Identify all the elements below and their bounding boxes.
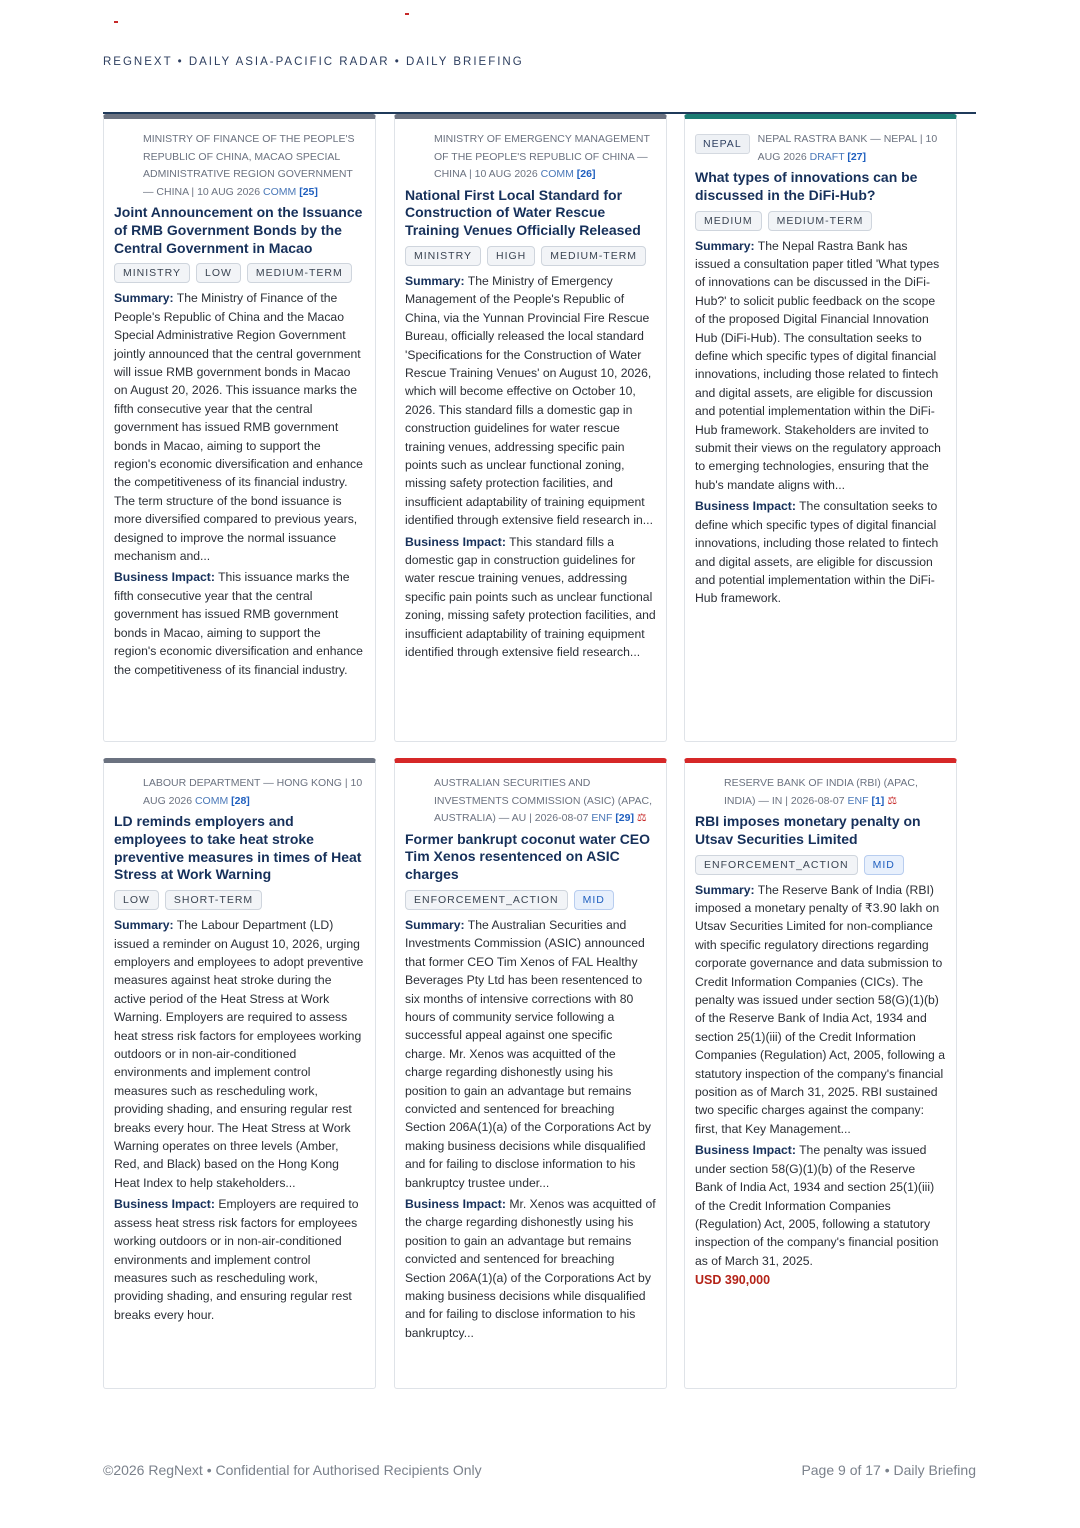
card-meta — [114, 131, 365, 201]
card-impact — [114, 568, 365, 678]
card-summary — [405, 916, 656, 1192]
card-source-type: DRAFT — [809, 150, 845, 163]
card-source-type: ENF — [591, 812, 613, 824]
card-impact — [405, 1195, 656, 1342]
summary-text: The Australian Securities and Investments Commission (ASIC) announced that former CEO Tim Xenos of FAL Healthy Beverages Pty Ltd has been resentenced to six months of intensive corrections with 80 hours of community service following a successful appeal against one specific charge. Mr. Xenos was acquitted of the charge regarding dishonestly using his position to gain an advantage but remains convicted and sentenced for breaching Section 206A(1)(a) of the Corporations Act by making business decisions while disqualified and for failing to disclose information to his bankruptcy trustee under... — [405, 917, 651, 1190]
card-title: What types of innovations can be discussed in the DiFi-Hub? — [695, 169, 918, 203]
header-separator: • — [394, 56, 401, 68]
card-title: National First Local Standard for Construction of Water Rescue Training Venues Officially Released — [405, 186, 641, 239]
tag-chip: SHORT-TERM — [165, 890, 262, 910]
impact-label: Business Impact: — [405, 1196, 506, 1211]
card-meta — [695, 131, 946, 166]
card-title: LD reminds employers and employees to take heat stroke preventive measures in times of Heat Stress at Work Warning — [114, 813, 362, 883]
running-header — [103, 56, 524, 68]
card-reference-link[interactable]: [25] — [299, 185, 318, 198]
impact-text: This standard fills a domestic gap in construction guidelines for water rescue training venues, addressing specific pain points such as unclear functional zoning, missing safety protection facilities, and insufficient adaptability of training equipment identified through extensive field research... — [405, 534, 656, 660]
tag-chip: MID — [864, 855, 904, 875]
briefing-card — [394, 114, 667, 742]
card-source: LABOUR DEPARTMENT — HONG KONG | 10 AUG 2026 — [143, 777, 363, 807]
impact-label: Business Impact: — [114, 570, 215, 585]
tag-chip: MEDIUM-TERM — [768, 211, 873, 231]
card-impact — [695, 497, 946, 607]
tag-chip: MINISTRY — [114, 263, 190, 283]
summary-text: The Ministry of Finance of the People's Republic of China and the Macao Special Administrative Region Government jointly announced that the central government will issue RMB government bonds in Macao on August 20, 2026. This issuance marks the fifth consecutive year that the central government has issued RMB government bonds in Macao, aiming to support the region's economic diversification and enhance the competitiveness of its financial industry. The term structure of the bond issuance is more diversified compared to previous years, designed to improve the normal issuance mechanism and... — [114, 291, 363, 564]
summary-label: Summary: — [114, 291, 174, 306]
briefing-card — [103, 114, 376, 742]
summary-text: The Nepal Rastra Bank has issued a consultation paper titled 'What types of innovations can be discussed in the DiFi-Hub?' to solicit public feedback on the scope of the proposed Digital Financial Innovation Hub (DiFi-Hub). The consultation seeks to define which specific types of digital financial innovations, including those related to fintech and digital assets, are eligible for discussion and potential implementation within the DiFi-Hub framework. Stakeholders are invited to submit their views on the regulatory approach to emerging technologies, ensuring that the hub's mandate aligns with... — [695, 238, 941, 492]
card-tags — [695, 855, 946, 875]
card-reference-link[interactable]: [26] — [576, 168, 596, 180]
card-summary — [114, 916, 365, 1192]
tag-chip: MID — [574, 890, 614, 910]
card-summary — [695, 881, 946, 1139]
card-tags — [114, 263, 365, 283]
impact-label: Business Impact: — [405, 534, 506, 549]
summary-label: Summary: — [405, 917, 465, 932]
card-tags — [114, 890, 365, 910]
card-tags — [405, 890, 656, 910]
card-meta — [405, 775, 656, 828]
jurisdiction-flag: NEPAL — [695, 134, 750, 154]
impact-label: Business Impact: — [114, 1197, 215, 1212]
card-meta — [695, 775, 946, 810]
card-meta — [114, 775, 365, 810]
decorative-mark — [114, 21, 118, 23]
tag-chip: LOW — [196, 263, 241, 283]
card-reference-link[interactable]: [28] — [231, 794, 250, 807]
card-reference-link[interactable]: [1] — [871, 794, 885, 807]
card-source: NEPAL RASTRA BANK — NEPAL | 10 AUG 2026 — [757, 133, 938, 163]
card-source-type: COMM — [194, 794, 229, 807]
briefing-card — [394, 758, 667, 1389]
briefing-card — [103, 758, 376, 1389]
card-summary — [405, 272, 656, 530]
tag-chip: MINISTRY — [405, 246, 481, 266]
briefing-card — [684, 758, 957, 1389]
tag-chip: MEDIUM — [695, 211, 762, 231]
scales-of-justice-icon: ⚖ — [887, 794, 898, 807]
summary-label: Summary: — [114, 918, 174, 933]
footer-page-number: Page 9 of 17 • Daily Briefing — [801, 1462, 976, 1478]
summary-label: Summary: — [405, 273, 465, 288]
tag-chip: HIGH — [487, 246, 535, 266]
impact-text: The consultation seeks to define which specific types of digital financial innovations, including those related to fintech and digital assets, are eligible for discussion and potential implementation within the DiFi-Hub framework. — [695, 499, 939, 606]
header-brand: REGNEXT — [103, 56, 173, 68]
card-impact — [405, 533, 656, 662]
card-source: RESERVE BANK OF INDIA (RBI) (APAC, INDIA) — IN | 2026-08-07 — [724, 777, 918, 807]
card-title: RBI imposes monetary penalty on Utsav Securities Limited — [695, 813, 921, 847]
card-summary — [114, 289, 365, 565]
summary-label: Summary: — [695, 882, 755, 897]
penalty-amount: USD 390,000 — [695, 1273, 771, 1288]
header-doc-type: DAILY BRIEFING — [406, 56, 524, 68]
footer-copyright: ©2026 RegNext • Confidential for Authorised Recipients Only — [103, 1462, 482, 1478]
card-source-type: COMM — [263, 185, 297, 198]
header-section: DAILY ASIA-PACIFIC RADAR — [188, 56, 390, 68]
card-tags — [405, 246, 656, 266]
impact-text: Employers are required to assess heat stress risk factors for employees working outdoors or in non-air-conditioned environments and implement control measures such as rescheduling work, providing shading, and ensuring regular rest breaks every hour. — [114, 1197, 359, 1322]
tag-chip: ENFORCEMENT_ACTION — [405, 890, 568, 910]
card-meta — [405, 131, 656, 184]
card-source-type: ENF — [847, 794, 869, 807]
card-impact — [114, 1195, 365, 1324]
scales-of-justice-icon: ⚖ — [636, 812, 647, 824]
card-title: Joint Announcement on the Issuance of RMB Government Bonds by the Central Government in Macao — [114, 204, 363, 256]
summary-text: The Ministry of Emergency Management of the People's Republic of China, via the Yunnan Provincial Fire Rescue Bureau, officially released the local standard 'Specifications for the Construction of Water Rescue Training Venues' on August 10, 2026, which will become effective on October 10, 2026. This standard fills a domestic gap in construction guidelines for water rescue training venues, addressing specific pain points such as unclear functional zoning, missing safety protection facilities, and insufficient adaptability of training equipment identified through extensive field research in... — [405, 273, 653, 528]
impact-label: Business Impact: — [695, 1143, 796, 1158]
card-reference-link[interactable]: [29] — [615, 812, 634, 824]
decorative-mark — [405, 13, 409, 15]
card-tags — [695, 211, 946, 231]
impact-text: Mr. Xenos was acquitted of the charge regarding dishonestly using his position to gain an advantage but remains convicted and sentenced for breaching Section 206A(1)(a) of the Corporations Act by making business decisions while disqualified and for failing to disclose information to his bankruptcy... — [405, 1196, 656, 1340]
tag-chip: LOW — [114, 890, 159, 910]
header-separator: • — [177, 56, 184, 68]
impact-text: This issuance marks the fifth consecutive year that the central government has issued RMB government bonds in Macao, aiming to support the region's economic diversification and enhance the competitiveness of its financial industry. — [114, 570, 363, 677]
card-impact — [695, 1141, 946, 1270]
summary-label: Summary: — [695, 238, 755, 253]
card-source-type: COMM — [540, 168, 574, 180]
tag-chip: MEDIUM-TERM — [541, 246, 646, 266]
summary-text: The Reserve Bank of India (RBI) imposed a monetary penalty of ₹3.90 lakh on Utsav Securities Limited for non-compliance with specific regulatory directions regarding corporate governance and data submission to Credit Information Companies (CICs). The penalty was issued under section 58(G)(1)(b) of the Reserve Bank of India Act, 1934 and section 25(1)(iii) of the Credit Information Companies (Regulation) Act, 2005, following a statutory inspection of the company's financial position as of March 31, 2025. RBI sustained two specific charges against the company: first, that Key Management... — [695, 882, 945, 1136]
tag-chip: MEDIUM-TERM — [247, 263, 352, 283]
card-source: MINISTRY OF EMERGENCY MANAGEMENT OF THE PEOPLE'S REPUBLIC OF CHINA — CHINA | 10 AUG 2026 — [434, 133, 650, 180]
impact-text: The penalty was issued under section 58(G)(1)(b) of the Reserve Bank of India Act, 1934 and section 25(1)(iii) of the Credit Information Companies (Regulation) Act, 2005, following a statutory inspection of the company's financial position as of March 31, 2025. — [695, 1143, 939, 1268]
card-summary — [695, 237, 946, 495]
card-source: AUSTRALIAN SECURITIES AND INVESTMENTS COMMISSION (ASIC) (APAC, AUSTRALIA) — AU | 2026-08-07 — [434, 777, 652, 824]
card-source: MINISTRY OF FINANCE OF THE PEOPLE'S REPUBLIC OF CHINA, MACAO SPECIAL ADMINISTRATIVE REGION GOVERNMENT — CHINA | 10 AUG 2026 — [143, 133, 355, 198]
tag-chip: ENFORCEMENT_ACTION — [695, 855, 858, 875]
impact-label: Business Impact: — [695, 499, 796, 514]
card-title: Former bankrupt coconut water CEO Tim Xenos resentenced on ASIC charges — [405, 830, 651, 883]
summary-text: The Labour Department (LD) issued a reminder on August 10, 2026, urging employers and employees to adopt preventive measures against heat stroke during the active period of the Heat Stress at Work Warning. Employers are required to assess heat stress risk factors for employees working outdoors or in non-air-conditioned environments and implement control measures such as rescheduling work, providing shading, and ensuring regular rest breaks every hour. The Heat Stress at Work Warning operates on three levels (Amber, Red, and Black) based on the Hong Kong Heat Index to help stakeholders... — [114, 918, 364, 1190]
briefing-card — [684, 114, 957, 742]
card-reference-link[interactable]: [27] — [847, 150, 867, 163]
